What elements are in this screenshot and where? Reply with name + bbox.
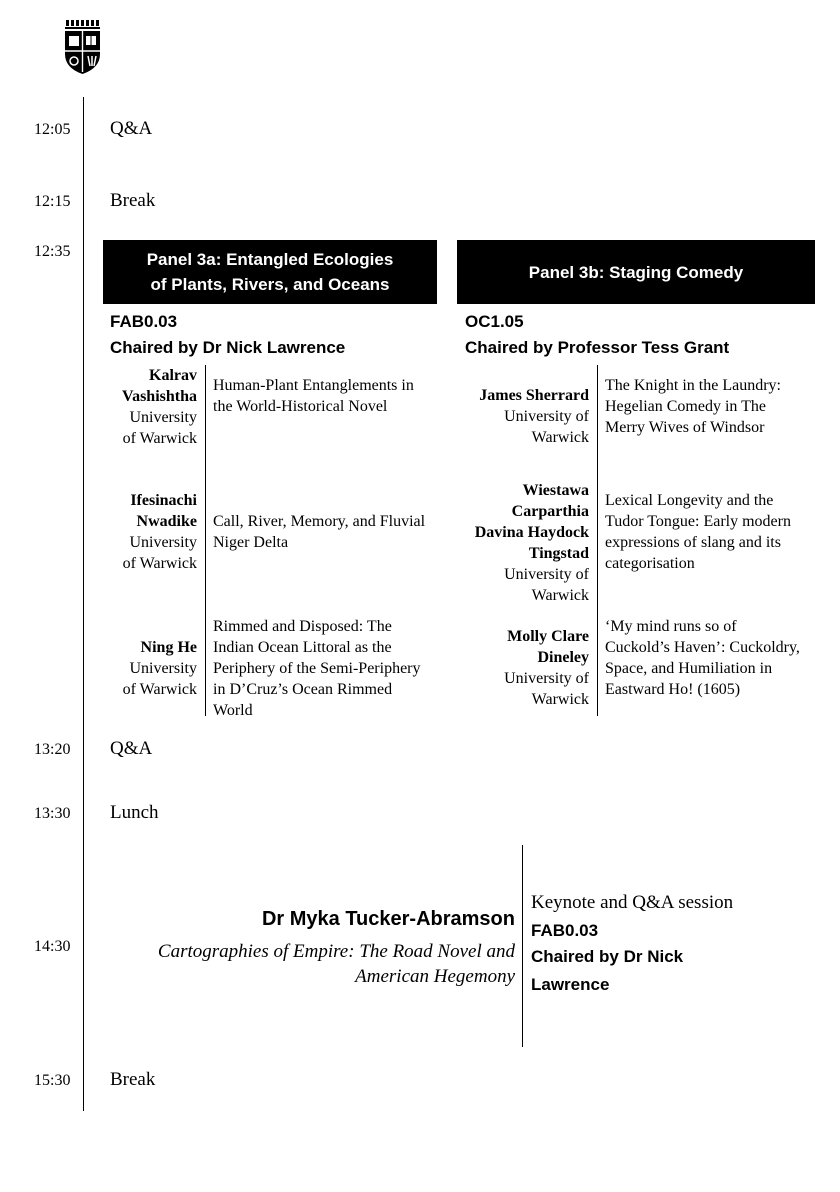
speaker-name: Carparthia	[511, 503, 589, 520]
panel-3a-speaker-3	[106, 637, 197, 700]
speaker-name: Dineley	[537, 649, 589, 666]
item-qa-1320: Q&A	[110, 738, 153, 759]
keynote-divider	[522, 845, 523, 1047]
panel-3a-column-divider	[205, 365, 206, 716]
speaker-name: Kalrav	[149, 367, 197, 384]
panel-3b-title: Panel 3b: Staging Comedy	[457, 240, 815, 304]
panel-3a-speaker-1	[106, 365, 197, 449]
speaker-affiliation: University	[129, 660, 197, 677]
panel-3b-speaker-2	[459, 480, 589, 606]
speaker-affiliation: Warwick	[531, 587, 589, 604]
panel-3a-chair: Chaired by Dr Nick Lawrence	[110, 338, 346, 357]
keynote-title-line1: Cartographies of Empire: The Road Novel and	[157, 941, 515, 962]
panel-3b-speaker-3	[459, 626, 589, 710]
speaker-name: Wiestawa	[522, 482, 589, 499]
keynote-chair-line2: Lawrence	[531, 975, 610, 994]
panel-3b-paper-2: Lexical Longevity and the Tudor Tongue: Early modern expressions of slang and its categorisation	[605, 492, 791, 572]
keynote-room: FAB0.03	[531, 921, 599, 940]
speaker-name: Ning He	[140, 639, 197, 656]
item-break-1530: Break	[110, 1069, 156, 1090]
speaker-name: Molly Clare	[507, 628, 589, 645]
time-1215: 12:15	[34, 193, 71, 210]
item-lunch-1330: Lunch	[110, 802, 159, 823]
panel-3b-room: OC1.05	[465, 312, 524, 331]
time-1205: 12:05	[34, 121, 71, 138]
panel-3b-paper-3: ‘My mind runs so of Cuckold’s Haven’: Cuckoldry, Space, and Humiliation in Eastward Ho! (1605)	[605, 618, 800, 698]
item-break-1215: Break	[110, 190, 156, 211]
university-crest-icon	[62, 18, 104, 76]
speaker-affiliation: University of	[504, 408, 589, 425]
panel-3a-paper-3: Rimmed and Disposed: The Indian Ocean Littoral as the Periphery of the Semi-Periphery in D’Cruz’s Ocean Rimmed World	[213, 618, 421, 719]
speaker-name: Nwadike	[136, 513, 197, 530]
time-1430: 14:30	[34, 938, 71, 955]
speaker-affiliation: University of	[504, 566, 589, 583]
speaker-affiliation: Warwick	[531, 429, 589, 446]
time-1530: 15:30	[34, 1072, 71, 1089]
speaker-name: Vashishtha	[121, 388, 197, 405]
time-1320: 13:20	[34, 741, 71, 758]
timeline-divider	[83, 97, 84, 1111]
keynote-speaker: Dr Myka Tucker-Abramson	[261, 908, 515, 930]
panel-3a-title-line2: of Plants, Rivers, and Oceans	[150, 275, 390, 294]
panel-3a-paper-1: Human-Plant Entanglements in the World-Historical Novel	[213, 377, 414, 415]
panel-3a-room: FAB0.03	[110, 312, 178, 331]
speaker-name: Tingstad	[528, 545, 589, 562]
speaker-name: Ifesinachi	[130, 492, 197, 509]
panel-3a-speaker-2	[106, 490, 197, 574]
panel-3a-paper-2: Call, River, Memory, and Fluvial Niger Delta	[213, 513, 426, 551]
speaker-name: Davina Haydock	[474, 524, 589, 541]
panel-3b-column-divider	[597, 365, 598, 716]
panel-3a-title	[103, 240, 437, 304]
speaker-name: James Sherrard	[479, 387, 589, 404]
keynote-title-line2: American Hegemony	[355, 966, 515, 987]
keynote-chair-line1: Chaired by Dr Nick	[531, 947, 684, 966]
speaker-affiliation: of Warwick	[122, 430, 197, 447]
speaker-affiliation: of Warwick	[122, 681, 197, 698]
speaker-affiliation: Warwick	[531, 691, 589, 708]
time-1235: 12:35	[34, 243, 71, 260]
speaker-affiliation: University	[129, 409, 197, 426]
panel-3b-speaker-1	[459, 385, 589, 448]
item-qa-1205: Q&A	[110, 118, 153, 139]
panel-3b-chair: Chaired by Professor Tess Grant	[465, 338, 730, 357]
speaker-affiliation: University	[129, 534, 197, 551]
time-1330: 13:30	[34, 805, 71, 822]
speaker-affiliation: University of	[504, 670, 589, 687]
keynote-title	[110, 939, 515, 989]
panel-3b-paper-1: The Knight in the Laundry: Hegelian Comedy in The Merry Wives of Windsor	[605, 377, 781, 436]
keynote-chair	[531, 943, 683, 999]
panel-3a-title-line1: Panel 3a: Entangled Ecologies	[146, 250, 394, 269]
keynote-session: Keynote and Q&A session	[531, 892, 734, 913]
speaker-affiliation: of Warwick	[122, 555, 197, 572]
